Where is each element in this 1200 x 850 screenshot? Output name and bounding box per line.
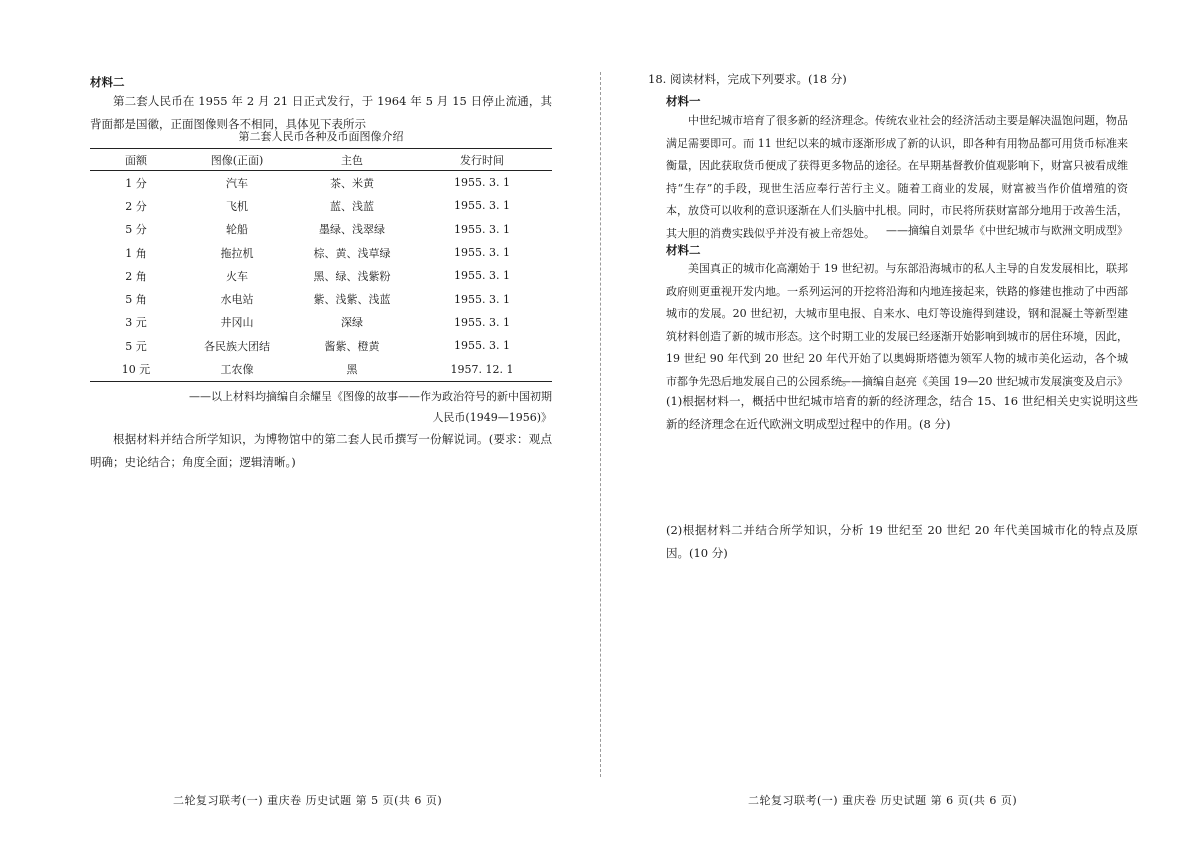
table-cell: 1955. 3. 1 bbox=[454, 176, 510, 190]
table-cell: 紫、浅紫、浅蓝 bbox=[313, 293, 391, 307]
table-row bbox=[90, 194, 552, 217]
table-cell: 工农像 bbox=[182, 357, 292, 381]
table-cell: 深绿 bbox=[341, 316, 363, 330]
material-intro: 第二套人民币在 1955 年 2 月 21 日正式发行，于 1964 年 5 月 15 日停止流通，其背面都是国徽，正面图像则各不相同，具体见下表所示 bbox=[90, 94, 552, 131]
material2-source: ——摘编自赵亮《美国 19—20 世纪城市发展演变及启示》 bbox=[840, 375, 1128, 388]
table-cell: 1955. 3. 1 bbox=[454, 292, 510, 306]
table-header-row bbox=[90, 149, 552, 171]
material2-label: 材料二 bbox=[666, 243, 701, 257]
table-cell: 茶、米黄 bbox=[330, 176, 374, 190]
table-row bbox=[90, 218, 552, 241]
table-cell: 2 角 bbox=[125, 269, 147, 283]
table-cell: 5 角 bbox=[125, 293, 147, 307]
table-cell: 3 元 bbox=[125, 316, 147, 330]
table-row bbox=[90, 287, 552, 310]
table-title: 第二套人民币各种及币面图像介绍 bbox=[238, 130, 404, 143]
table-cell: 轮船 bbox=[226, 223, 248, 237]
table-cell: 拖拉机 bbox=[220, 246, 254, 260]
material-label: 材料二 bbox=[90, 75, 125, 89]
table-header-cell: 图像(正面) bbox=[182, 149, 292, 171]
right-page bbox=[648, 0, 1138, 850]
question-18-header: 18. 阅读材料，完成下列要求。(18 分) bbox=[648, 72, 847, 86]
table-cell: 墨绿、浅翠绿 bbox=[319, 223, 385, 237]
table-source-line1: ——以上材料均摘编自余耀呈《图像的故事——作为政治符号的新中国初期 bbox=[189, 390, 552, 403]
page-footer-right: 二轮复习联考(一) 重庆卷 历史试题 第 6 页(共 6 页) bbox=[748, 794, 1018, 807]
table-cell: 各民族大团结 bbox=[204, 339, 270, 353]
material1-source: ——摘编自刘景华《中世纪城市与欧洲文明成型》 bbox=[886, 224, 1128, 237]
question-18-part2: (2)根据材料二并结合所学知识，分析 19 世纪至 20 世纪 20 年代美国城市化的特点及原因。(10 分) bbox=[666, 523, 1138, 560]
table-cell: 1955. 3. 1 bbox=[454, 222, 510, 236]
table-cell: 5 分 bbox=[125, 223, 147, 237]
table-cell: 2 分 bbox=[125, 199, 147, 213]
table-row bbox=[90, 357, 552, 381]
table-header-cell: 面额 bbox=[90, 149, 182, 171]
table-cell: 1955. 3. 1 bbox=[454, 269, 510, 283]
left-page bbox=[90, 0, 552, 850]
table-header-cell: 发行时间 bbox=[412, 149, 552, 171]
table-row bbox=[90, 171, 552, 195]
table-row bbox=[90, 334, 552, 357]
table-cell: 1 角 bbox=[125, 246, 147, 260]
table-cell: 酱紫、橙黄 bbox=[324, 339, 380, 353]
table-cell: 1955. 3. 1 bbox=[454, 315, 510, 329]
table-cell: 1955. 3. 1 bbox=[454, 339, 510, 353]
table-source-line2: 人民币(1949—1956)》 bbox=[432, 411, 552, 424]
table-cell: 飞机 bbox=[226, 199, 248, 213]
material2-text: 美国真正的城市化高潮始于 19 世纪初。与东部沿海城市的私人主导的自发发展相比，联邦政府则更重视开发内地。一系列运河的开挖将沿海和内地连接起来，铁路的修建也推动了中西部城市的发展。20 世纪初，大城市里电报、自来水、电灯等设施得到建设，钢和混凝土等新型建筑材料创造了新的城市形态。这个时期工业的发展已经逐渐开始影响到城市的居住环境，因此，19 世纪 90 年代到 20 世纪 20 年代开始了以奥姆斯塔德为领军人物的城市美化运动，各个城市都争先恐后地发展自己的公园系统。 bbox=[666, 262, 1128, 388]
table-cell: 汽车 bbox=[226, 176, 248, 190]
table-cell: 火车 bbox=[226, 269, 248, 283]
material1-text: 中世纪城市培育了很多新的经济理念。传统农业社会的经济活动主要是解决温饱问题，物品满足需要即可。而 11 世纪以来的城市逐渐形成了新的认识，即各种有用物品都可用货币标准来衡量，因此获取货币便成了获得更多物品的途径。在早期基督教价值观影响下，财富只被看成维持“生存”的手段，现世生活应奉行苦行主义。随着工商业的发展，财富被当作价值增殖的资本，放贷可以收利的意识逐渐在人们头脑中扎根。同时，市民将所获财富部分地用于改善生活，其大胆的消费实践似乎并没有被上帝怨处。 bbox=[666, 114, 1128, 240]
currency-table bbox=[90, 148, 552, 382]
material1-label: 材料一 bbox=[666, 94, 701, 108]
table-cell: 1955. 3. 1 bbox=[454, 246, 510, 260]
table-cell: 井冈山 bbox=[220, 316, 254, 330]
table-header-cell: 主色 bbox=[292, 149, 412, 171]
table-cell: 1955. 3. 1 bbox=[454, 199, 510, 213]
table-cell: 蓝、浅蓝 bbox=[330, 199, 374, 213]
table-cell: 黑、绿、浅紫粉 bbox=[313, 269, 391, 283]
table-cell: 10 元 bbox=[90, 357, 182, 381]
table-cell: 水电站 bbox=[220, 293, 254, 307]
table-cell: 1 分 bbox=[125, 176, 147, 190]
page-footer-left: 二轮复习联考(一) 重庆卷 历史试题 第 5 页(共 6 页) bbox=[173, 794, 443, 807]
question-17: 根据材料并结合所学知识，为博物馆中的第二套人民币撰写一份解说词。(要求：观点明确；史论结合；角度全面；逻辑清晰。) bbox=[90, 432, 552, 469]
table-row bbox=[90, 311, 552, 334]
table-row bbox=[90, 241, 552, 264]
table-cell: 黑 bbox=[292, 357, 412, 381]
table-cell: 1957. 12. 1 bbox=[412, 357, 552, 381]
table-row bbox=[90, 264, 552, 287]
table-cell: 5 元 bbox=[125, 339, 147, 353]
question-18-part1: (1)根据材料一，概括中世纪城市培育的新的经济理念，结合 15、16 世纪相关史实说明这些新的经济理念在近代欧洲文明成型过程中的作用。(8 分) bbox=[666, 394, 1138, 431]
page-divider bbox=[600, 72, 601, 777]
table-cell: 棕、黄、浅草绿 bbox=[313, 246, 391, 260]
